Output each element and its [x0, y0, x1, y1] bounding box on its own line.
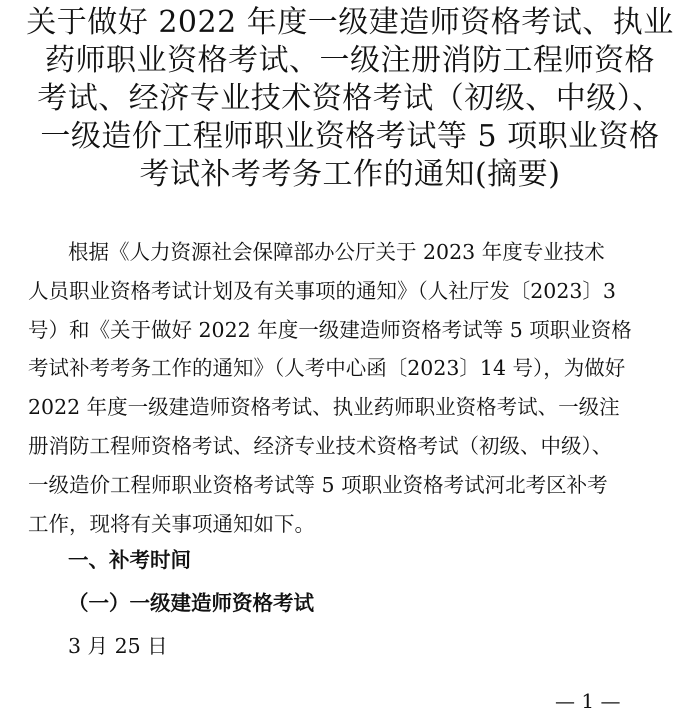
body-line: 工作，现将有关事项通知如下。 — [28, 511, 315, 536]
title-line: 一级造价工程师职业资格考试等 5 项职业资格 — [40, 119, 660, 154]
body-line: 考试补考考务工作的通知》（人考中心函〔2023〕14 号），为做好 — [28, 356, 626, 381]
title-line: 关于做好 2022 年度一级建造师资格考试、执业 — [26, 5, 674, 40]
title-line: 考试、经济专业技术资格考试（初级、中级）、 — [37, 81, 663, 116]
title-line: 药师职业资格考试、一级注册消防工程师资格 — [45, 43, 655, 78]
body-line: 一级造价工程师职业资格考试等 5 项职业资格考试河北考区补考 — [28, 472, 608, 497]
body-line: 根据《人力资源社会保障部办公厅关于 2023 年度专业技术 — [68, 240, 605, 264]
body-line: 号）和《关于做好 2022 年度一级建造师资格考试等 5 项职业资格 — [28, 317, 632, 342]
body-line: 人员职业资格考试计划及有关事项的通知》（人社厅发〔2023〕3 — [28, 278, 616, 303]
exam-date: 3 月 25 日 — [68, 634, 168, 658]
title-line: 考试补考考务工作的通知(摘要) — [139, 157, 561, 192]
section-heading: 一、补考时间 — [68, 548, 191, 572]
subsection-heading: （一）一级建造师资格考试 — [68, 591, 314, 615]
body-paragraph — [28, 233, 668, 543]
body-line: 册消防工程师资格考试、经济专业技术资格考试（初级、中级）、 — [28, 433, 613, 458]
page-number: — 1 — — [555, 689, 621, 713]
body-line: 2022 年度一级建造师资格考试、执业药师职业资格考试、一级注 — [28, 395, 620, 420]
document-title — [0, 4, 700, 194]
